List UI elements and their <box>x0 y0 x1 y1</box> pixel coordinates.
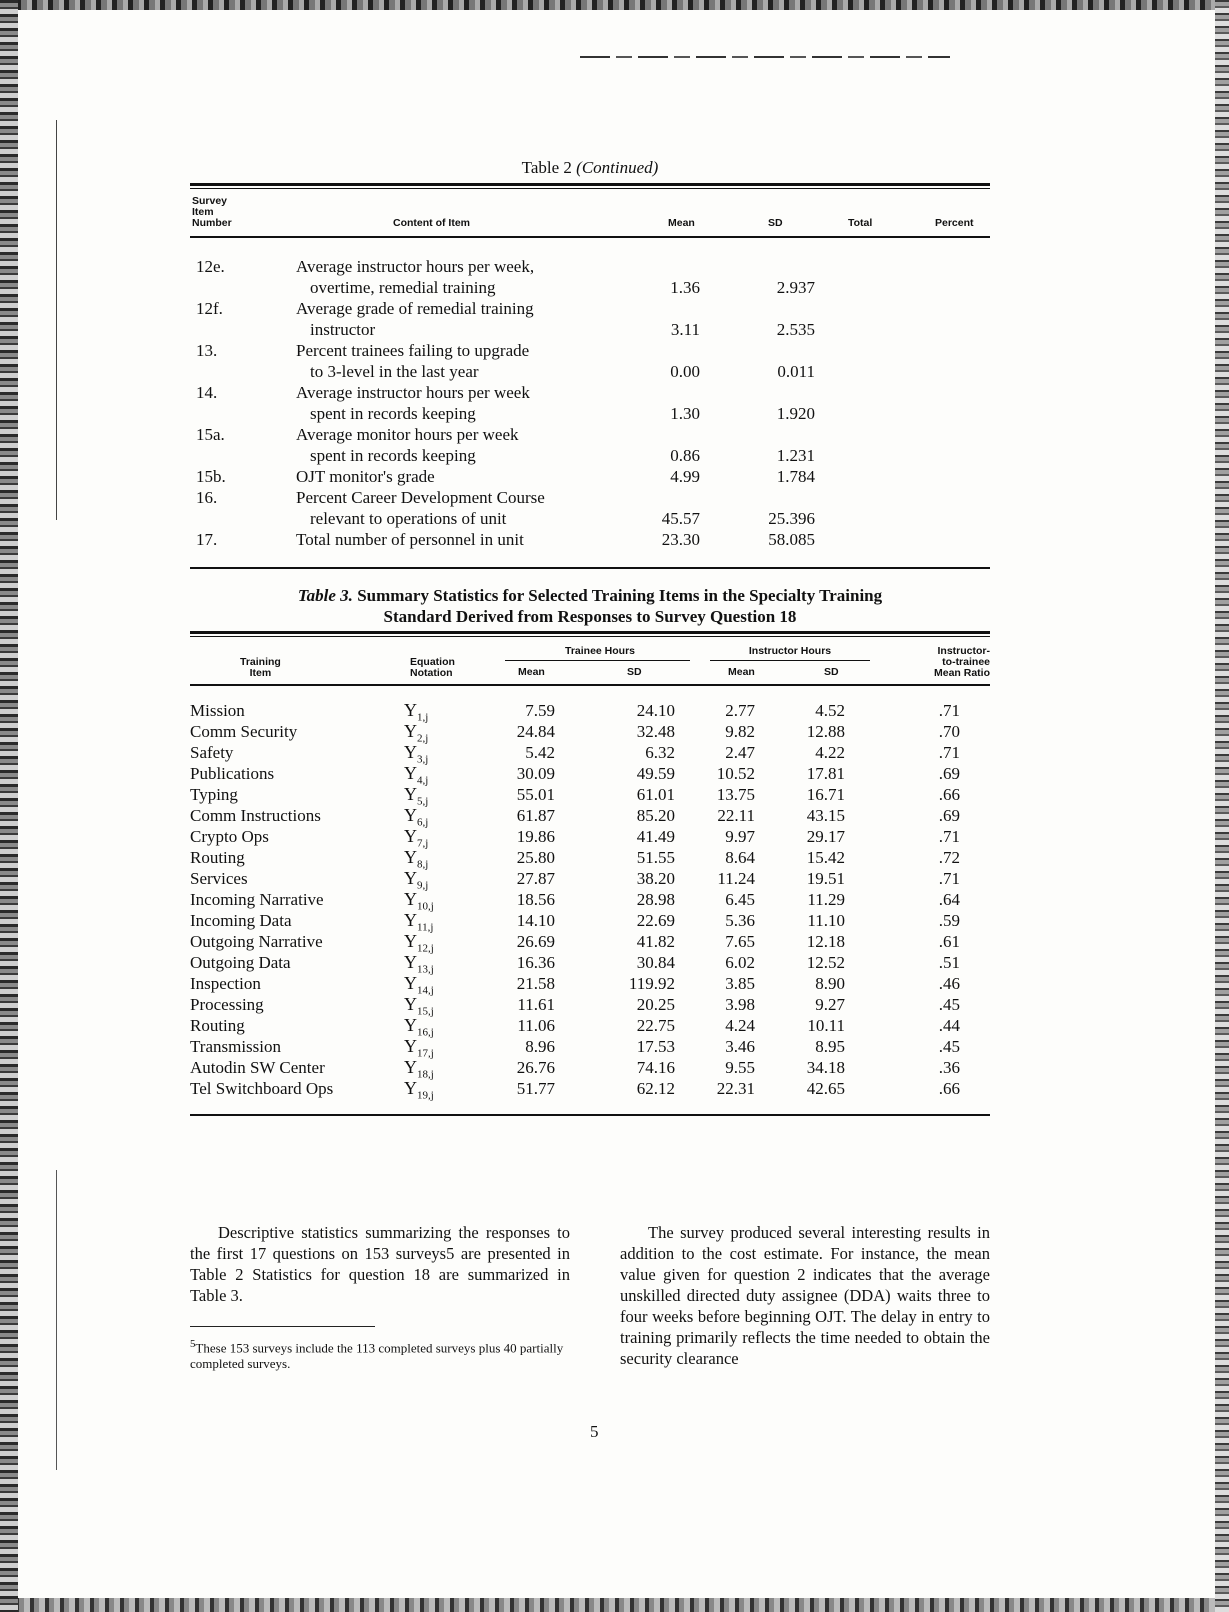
header-text: to-trainee <box>942 656 990 668</box>
sd-value: 1.231 <box>776 446 815 465</box>
equation-subscript: 13,j <box>417 963 434 976</box>
instructor-sd: 17.81 <box>806 764 845 783</box>
table2-header-number <box>192 196 232 229</box>
equation-symbol: Y <box>404 847 417 867</box>
table3-caption-line: Standard Derived from Responses to Survey Question 18 <box>383 607 797 626</box>
instructor-sd: 43.15 <box>806 806 845 825</box>
header-text: Equation <box>410 656 455 668</box>
instructor-mean: 22.31 <box>716 1079 755 1098</box>
trainee-mean: 14.10 <box>516 911 555 930</box>
trainee-mean: 11.06 <box>517 1016 555 1035</box>
sd-value: 1.784 <box>776 467 815 486</box>
trainee-sd: 38.20 <box>636 869 675 888</box>
table3-header-equation <box>410 657 455 679</box>
instructor-mean: 22.11 <box>717 806 755 825</box>
sd-value: 2.535 <box>776 320 815 339</box>
table3-body <box>190 700 990 1102</box>
table-row <box>190 1078 990 1102</box>
instructor-mean: 9.82 <box>725 722 755 741</box>
training-item: Mission <box>190 701 245 720</box>
table2-top-rule <box>190 183 990 186</box>
trainee-mean: 25.80 <box>516 848 555 867</box>
equation-symbol: Y <box>404 973 417 993</box>
table-row <box>190 889 990 913</box>
table3-header-instructor-mean: Mean <box>728 666 755 678</box>
table3-header-trainee-mean: Mean <box>518 666 545 678</box>
instructor-mean: 9.97 <box>725 827 755 846</box>
table-row <box>190 994 990 1018</box>
item-content: OJT monitor's grade <box>296 467 435 486</box>
table3-header-ratio <box>905 646 990 679</box>
table-row <box>190 742 990 766</box>
mean-ratio: .71 <box>938 869 960 888</box>
training-item: Transmission <box>190 1037 282 1056</box>
trainee-mean: 51.77 <box>516 1079 555 1098</box>
footnote-rule <box>190 1326 375 1327</box>
body-paragraph: Descriptive statistics summarizing the responses to the first 17 questions on 153 surveys5 are presented in Table 2 Statistics for question 18 are summarized in Table 3. <box>190 1223 570 1305</box>
item-content: overtime, remedial training <box>310 278 496 297</box>
instructor-sd: 12.52 <box>806 953 845 972</box>
training-item: Autodin SW Center <box>190 1058 325 1077</box>
trainee-mean: 18.56 <box>516 890 555 909</box>
instructor-mean: 2.77 <box>725 701 755 720</box>
trainee-mean: 55.01 <box>516 785 555 804</box>
equation-subscript: 5,j <box>417 795 429 808</box>
table3-caption <box>190 585 990 627</box>
scan-edge-bottom <box>0 1598 1229 1612</box>
footnote-mark: 5 <box>190 1338 196 1350</box>
item-number: 15a. <box>196 425 225 444</box>
item-number: 14. <box>196 383 218 402</box>
equation-subscript: 7,j <box>417 837 429 850</box>
training-item: Tel Switchboard Ops <box>190 1079 334 1098</box>
table2-header-rule <box>190 236 990 238</box>
trainee-sd: 51.55 <box>636 848 675 867</box>
trainee-mean: 21.58 <box>516 974 555 993</box>
table-row <box>190 256 990 298</box>
equation-subscript: 6,j <box>417 816 429 829</box>
table-row <box>190 529 990 550</box>
scan-edge-right <box>1215 0 1229 1612</box>
trainee-hours-rule <box>505 660 690 661</box>
trainee-sd: 6.32 <box>645 743 675 762</box>
mean-ratio: .36 <box>938 1058 960 1077</box>
table3-header-instructor-hours: Instructor Hours <box>748 645 832 657</box>
table-row <box>190 424 990 466</box>
mean-value: 4.99 <box>670 467 700 486</box>
table-row <box>190 340 990 382</box>
mean-value: 23.30 <box>661 530 700 549</box>
instructor-sd: 15.42 <box>806 848 845 867</box>
instructor-sd: 11.29 <box>807 890 845 909</box>
margin-rule <box>56 1170 57 1470</box>
mean-ratio: .70 <box>938 722 960 741</box>
mean-ratio: .66 <box>938 1079 960 1098</box>
header-text: Training <box>240 656 281 668</box>
table3-header-item <box>240 657 281 679</box>
trainee-mean: 27.87 <box>516 869 555 888</box>
instructor-mean: 8.64 <box>725 848 755 867</box>
equation-subscript: 2,j <box>417 732 429 745</box>
instructor-sd: 16.71 <box>806 785 845 804</box>
page-number: 5 <box>590 1422 599 1441</box>
equation-subscript: 14,j <box>417 984 434 997</box>
equation-subscript: 11,j <box>417 921 434 934</box>
mean-value: 0.86 <box>670 446 700 465</box>
trainee-sd: 74.16 <box>636 1058 675 1077</box>
table3-header-rule <box>190 684 990 686</box>
trainee-mean: 26.76 <box>516 1058 555 1077</box>
equation-subscript: 18,j <box>417 1068 434 1081</box>
item-content: to 3-level in the last year <box>310 362 479 381</box>
mean-value: 0.00 <box>670 362 700 381</box>
equation-subscript: 15,j <box>417 1005 434 1018</box>
mean-value: 1.36 <box>670 278 700 297</box>
trainee-sd: 62.12 <box>636 1079 675 1098</box>
item-number: 16. <box>196 488 218 507</box>
table-row <box>190 298 990 340</box>
table2-header-percent: Percent <box>935 217 974 229</box>
trainee-mean: 61.87 <box>516 806 555 825</box>
training-item: Outgoing Data <box>190 953 291 972</box>
training-item: Services <box>190 869 248 888</box>
mean-ratio: .71 <box>938 701 960 720</box>
item-content: Percent Career Development Course <box>296 488 545 507</box>
equation-subscript: 9,j <box>417 879 429 892</box>
mean-ratio: .71 <box>938 827 960 846</box>
item-content: spent in records keeping <box>310 404 476 423</box>
trainee-mean: 11.61 <box>517 995 555 1014</box>
trainee-mean: 24.84 <box>516 722 555 741</box>
mean-value: 3.11 <box>670 320 700 339</box>
table2-caption-prefix: Table 2 <box>521 158 572 177</box>
trainee-sd: 22.69 <box>636 911 675 930</box>
table-row <box>190 466 990 487</box>
header-text: Mean Ratio <box>933 667 990 679</box>
item-content: Total number of personnel in unit <box>296 530 524 549</box>
item-content: Average grade of remedial training <box>296 299 534 318</box>
mean-ratio: .71 <box>938 743 960 762</box>
equation-symbol: Y <box>404 868 417 888</box>
table-row <box>190 805 990 829</box>
instructor-mean: 4.24 <box>725 1016 755 1035</box>
trainee-mean: 16.36 <box>516 953 555 972</box>
instructor-mean: 6.02 <box>725 953 755 972</box>
trainee-sd: 85.20 <box>636 806 675 825</box>
instructor-mean: 10.52 <box>716 764 755 783</box>
header-text: Item <box>249 667 272 679</box>
item-number: 12f. <box>196 299 223 318</box>
training-item: Comm Security <box>190 722 298 741</box>
trainee-sd: 30.84 <box>636 953 675 972</box>
header-text: Instructor- <box>937 645 990 657</box>
item-number: 13. <box>196 341 218 360</box>
item-content: Average monitor hours per week <box>296 425 519 444</box>
table-row <box>190 1057 990 1081</box>
training-item: Comm Instructions <box>190 806 321 825</box>
equation-symbol: Y <box>404 1015 417 1035</box>
equation-subscript: 16,j <box>417 1026 434 1039</box>
trainee-sd: 17.53 <box>636 1037 675 1056</box>
table-row <box>190 700 990 724</box>
equation-symbol: Y <box>404 700 417 720</box>
footnote <box>190 1336 570 1372</box>
instructor-mean: 5.36 <box>725 911 755 930</box>
table-row <box>190 952 990 976</box>
equation-subscript: 19,j <box>417 1089 434 1102</box>
mean-ratio: .44 <box>938 1016 960 1035</box>
item-content: Average instructor hours per week <box>296 383 530 402</box>
mean-ratio: .46 <box>938 974 960 993</box>
header-text: Survey <box>192 195 228 207</box>
mean-ratio: .45 <box>938 1037 960 1056</box>
equation-symbol: Y <box>404 763 417 783</box>
equation-notation <box>404 1078 434 1107</box>
equation-subscript: 4,j <box>417 774 429 787</box>
instructor-sd: 29.17 <box>806 827 845 846</box>
equation-symbol: Y <box>404 826 417 846</box>
instructor-sd: 4.22 <box>815 743 845 762</box>
mean-ratio: .51 <box>938 953 960 972</box>
training-item: Publications <box>190 764 275 783</box>
mean-ratio: .64 <box>938 890 960 909</box>
table3-caption-label: Table 3. <box>297 586 353 605</box>
table-row <box>190 931 990 955</box>
instructor-mean: 7.65 <box>725 932 755 951</box>
mean-ratio: .45 <box>938 995 960 1014</box>
table-row <box>190 910 990 934</box>
training-item: Outgoing Narrative <box>190 932 323 951</box>
equation-symbol: Y <box>404 910 417 930</box>
trainee-sd: 22.75 <box>636 1016 675 1035</box>
training-item: Inspection <box>190 974 261 993</box>
training-item: Routing <box>190 1016 245 1035</box>
mean-value: 1.30 <box>670 404 700 423</box>
instructor-mean: 9.55 <box>725 1058 755 1077</box>
mean-ratio: .59 <box>938 911 960 930</box>
sd-value: 1.920 <box>776 404 815 423</box>
training-item: Typing <box>190 785 238 804</box>
item-number: 17. <box>196 530 218 549</box>
equation-subscript: 17,j <box>417 1047 434 1060</box>
equation-subscript: 10,j <box>417 900 434 913</box>
sd-value: 25.396 <box>768 509 815 528</box>
trainee-sd: 20.25 <box>636 995 675 1014</box>
instructor-sd: 4.52 <box>815 701 845 720</box>
equation-symbol: Y <box>404 1036 417 1056</box>
trainee-sd: 41.49 <box>636 827 675 846</box>
table-row <box>190 1036 990 1060</box>
instructor-mean: 3.98 <box>725 995 755 1014</box>
equation-symbol: Y <box>404 994 417 1014</box>
instructor-sd: 19.51 <box>806 869 845 888</box>
header-text: Item <box>192 206 214 218</box>
equation-subscript: 8,j <box>417 858 429 871</box>
mean-ratio: .72 <box>938 848 960 867</box>
table3-top-rule <box>190 631 990 634</box>
training-item: Processing <box>190 995 264 1014</box>
trainee-mean: 26.69 <box>516 932 555 951</box>
header-text: Notation <box>410 667 453 679</box>
item-content: relevant to operations of unit <box>310 509 507 528</box>
equation-symbol: Y <box>404 805 417 825</box>
trainee-mean: 5.42 <box>525 743 555 762</box>
equation-subscript: 3,j <box>417 753 429 766</box>
table-row <box>190 1015 990 1039</box>
training-item: Safety <box>190 743 234 762</box>
table2-header-total: Total <box>848 217 873 229</box>
item-content: spent in records keeping <box>310 446 476 465</box>
equation-symbol: Y <box>404 742 417 762</box>
table-row <box>190 868 990 892</box>
table2-caption-italic: (Continued) <box>576 158 659 177</box>
footnote-text: These 153 surveys include the 113 completed surveys plus 40 partially completed surveys. <box>190 1340 564 1372</box>
table2-header-content: Content of Item <box>393 217 470 229</box>
trainee-mean: 8.96 <box>525 1037 555 1056</box>
item-number: 12e. <box>196 257 225 276</box>
body-paragraph: The survey produced several interesting results in addition to the cost estimate. For instance, the mean value given for question 2 indicates that the average unskilled directed duty assignee (DDA) waits three to four weeks before beginning OJT. The delay in entry to training primarily reflects the time needed to obtain the security clearance <box>620 1223 990 1368</box>
equation-symbol: Y <box>404 889 417 909</box>
item-content: instructor <box>310 320 376 339</box>
instructor-sd: 12.18 <box>806 932 845 951</box>
trainee-sd: 24.10 <box>636 701 675 720</box>
instructor-sd: 8.90 <box>815 974 845 993</box>
mean-ratio: .66 <box>938 785 960 804</box>
mean-ratio: .69 <box>938 806 960 825</box>
trainee-mean: 7.59 <box>525 701 555 720</box>
equation-symbol: Y <box>404 952 417 972</box>
margin-rule <box>56 120 57 520</box>
item-content: Percent trainees failing to upgrade <box>296 341 530 360</box>
table2-top-rule-thin <box>190 188 990 189</box>
table2-bottom-rule <box>190 567 990 569</box>
table2-header-sd: SD <box>768 217 783 229</box>
equation-symbol: Y <box>404 1057 417 1077</box>
instructor-sd: 12.88 <box>806 722 845 741</box>
instructor-sd: 10.11 <box>807 1016 845 1035</box>
item-number: 15b. <box>196 467 226 486</box>
instructor-mean: 13.75 <box>716 785 755 804</box>
table-row <box>190 382 990 424</box>
table2-caption <box>190 158 990 178</box>
body-column-left <box>190 1222 570 1306</box>
table-row <box>190 826 990 850</box>
mean-value: 45.57 <box>661 509 700 528</box>
header-text: Number <box>192 217 232 229</box>
scan-edge-top <box>0 0 1229 10</box>
instructor-sd: 34.18 <box>806 1058 845 1077</box>
table3-header-instructor-sd: SD <box>824 666 839 678</box>
equation-symbol: Y <box>404 784 417 804</box>
instructor-mean: 11.24 <box>717 869 755 888</box>
instructor-sd: 9.27 <box>815 995 845 1014</box>
table3-top-rule-thin <box>190 636 990 637</box>
instructor-sd: 11.10 <box>807 911 845 930</box>
sd-value: 0.011 <box>777 362 815 381</box>
mean-ratio: .69 <box>938 764 960 783</box>
instructor-mean: 2.47 <box>725 743 755 762</box>
scan-artifact-line <box>580 56 950 58</box>
instructor-sd: 42.65 <box>806 1079 845 1098</box>
training-item: Crypto Ops <box>190 827 269 846</box>
instructor-hours-rule <box>710 660 870 661</box>
table2-header-mean: Mean <box>668 217 695 229</box>
instructor-sd: 8.95 <box>815 1037 845 1056</box>
table2-body <box>190 256 990 550</box>
sd-value: 2.937 <box>776 278 815 297</box>
equation-symbol: Y <box>404 931 417 951</box>
table3-header-trainee-sd: SD <box>627 666 642 678</box>
training-item: Incoming Data <box>190 911 292 930</box>
table-row <box>190 847 990 871</box>
sd-value: 58.085 <box>768 530 815 549</box>
equation-subscript: 1,j <box>417 711 429 724</box>
instructor-mean: 6.45 <box>725 890 755 909</box>
table-row <box>190 721 990 745</box>
training-item: Routing <box>190 848 245 867</box>
scan-edge-left <box>0 0 18 1612</box>
table3-bottom-rule <box>190 1114 990 1116</box>
table-row <box>190 973 990 997</box>
trainee-sd: 61.01 <box>636 785 675 804</box>
instructor-mean: 3.46 <box>725 1037 755 1056</box>
item-content: Average instructor hours per week, <box>296 257 535 276</box>
trainee-sd: 119.92 <box>628 974 675 993</box>
equation-subscript: 12,j <box>417 942 434 955</box>
instructor-mean: 3.85 <box>725 974 755 993</box>
table-row <box>190 487 990 529</box>
table3-caption-line: Summary Statistics for Selected Training Items in the Specialty Training <box>357 586 883 605</box>
table-row <box>190 784 990 808</box>
trainee-mean: 30.09 <box>516 764 555 783</box>
equation-symbol: Y <box>404 721 417 741</box>
trainee-sd: 49.59 <box>636 764 675 783</box>
trainee-sd: 28.98 <box>636 890 675 909</box>
trainee-sd: 41.82 <box>636 932 675 951</box>
body-column-right <box>620 1222 990 1369</box>
training-item: Incoming Narrative <box>190 890 324 909</box>
trainee-sd: 32.48 <box>636 722 675 741</box>
table-row <box>190 763 990 787</box>
trainee-mean: 19.86 <box>516 827 555 846</box>
mean-ratio: .61 <box>938 932 960 951</box>
equation-symbol: Y <box>404 1078 417 1098</box>
table3-header-trainee-hours: Trainee Hours <box>564 645 636 657</box>
